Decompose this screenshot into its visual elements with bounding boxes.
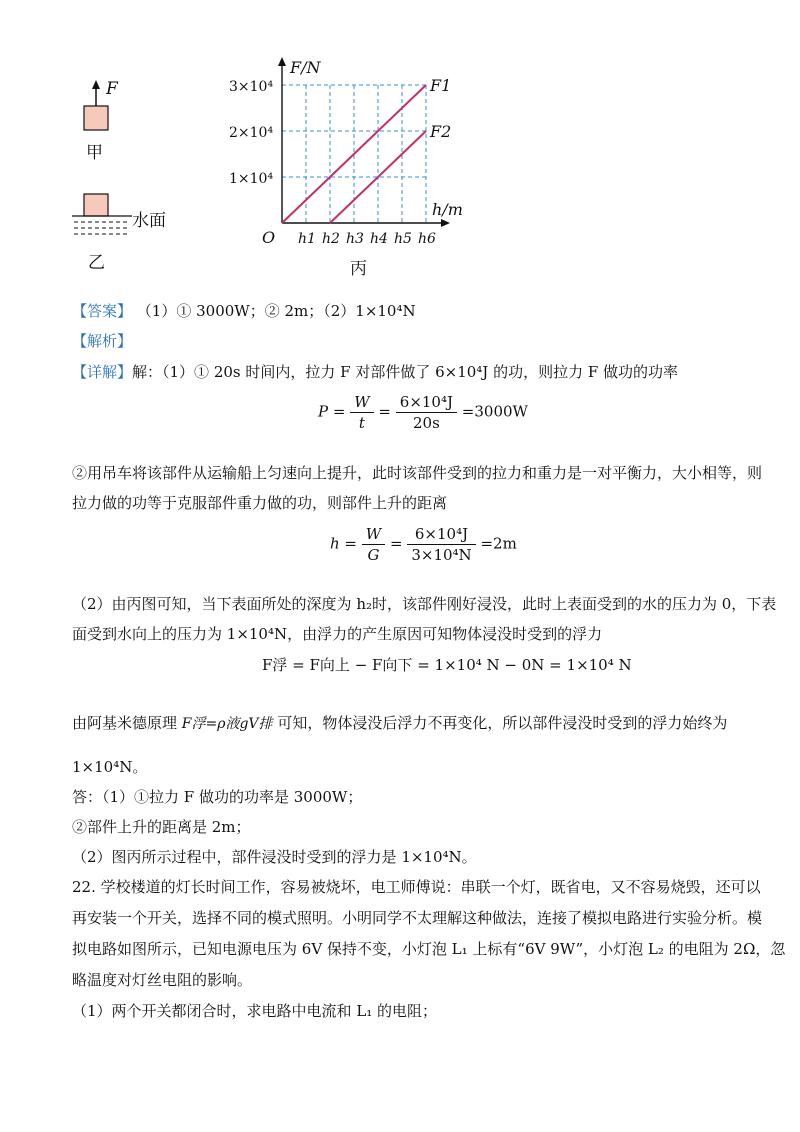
archimedes-formula: F浮=ρ液gV排: [181, 716, 273, 732]
block-jia: [84, 106, 108, 130]
detail-line-4: （2）由丙图可知，当下表面所处的深度为 h₂时，该部件刚好浸没，此时上表面受到的水的压力为 0，下表: [72, 595, 777, 613]
eq2-frac2-den: 3×10⁴N: [411, 546, 472, 564]
detail-line-10: （2）图丙所示过程中，部件浸没时受到的浮力是 1×10⁴N。: [72, 848, 477, 866]
detail-line-6-post: 可知，物体浸没后浮力不再变化，所以部件浸没时受到的浮力始终为: [277, 714, 728, 732]
label-yi: 乙: [88, 253, 105, 273]
y-axis-title: F/N: [290, 58, 321, 77]
eq1-frac1: [350, 392, 373, 433]
detail-line-8: 答：（1）①拉力 F 做功的功率是 3000W；: [72, 788, 363, 806]
eq1-result: =3000W: [461, 402, 528, 421]
eq2-result: =2m: [480, 534, 517, 553]
equation-buoyancy: F浮 = F向上 − F向下 = 1×10⁴ N − 0N = 1×10⁴ N: [262, 656, 632, 674]
detail-line-3: 拉力做的功等于克服部件重力做的功，则部件上升的距离: [72, 494, 448, 512]
force-label-f: F: [106, 79, 118, 99]
label-jia: 甲: [86, 143, 103, 163]
analysis-tag: 【解析】: [72, 332, 133, 350]
q22-line-3: 拟电路如图所示，已知电源电压为 6V 保持不变，小灯泡 L₁ 上标有“6V 9W”，小灯泡 L₂ 的电阻为 2Ω，忽: [72, 940, 786, 958]
detail-tag: 【详解】: [72, 363, 133, 381]
block-yi: [84, 194, 108, 216]
detail-text-1: 解：（1）① 20s 时间内，拉力 F 对部件做了 6×10⁴J 的功，则拉力 F 做功的功率: [132, 363, 679, 381]
eq2-frac2: [407, 524, 475, 565]
x-axis-arrow: [441, 219, 450, 227]
y-tick-1: 1×10⁴: [229, 171, 274, 187]
x-tick-h1: h1: [298, 231, 316, 247]
answer-line: [72, 300, 416, 322]
x-tick-h6: h6: [418, 231, 436, 247]
equation-distance: h = $\frac{W}{G}$ = $\frac{\text{6×10⁴J}}{\text{3×10⁴N}}$ =2m: [330, 525, 517, 564]
detail-line-9: ②部件上升的距离是 2m；: [72, 818, 251, 836]
chart-labels: [229, 58, 463, 247]
detail-line-1: [72, 361, 678, 383]
detail-line-2: ②用吊车将该部件从运输船上匀速向上提升，此时该部件受到的拉力和重力是一对平衡力，大小相等，则: [72, 464, 763, 482]
eq1-lhs: P =: [318, 402, 346, 421]
answer-text: （1）① 3000W；② 2m；（2）1×10⁴N: [136, 302, 416, 320]
label-bing: 丙: [350, 259, 367, 279]
y-axis-arrow: [278, 57, 286, 66]
detail-line-5: 面受到水向上的压力为 1×10⁴N，由浮力的产生原因可知物体浸没时受到的浮力: [72, 625, 603, 643]
label-water-surface: 水面: [132, 211, 166, 231]
y-tick-3: 3×10⁴: [229, 79, 274, 95]
chart-lines: [282, 85, 426, 223]
x-tick-h2: h2: [322, 231, 340, 247]
yi-water-diagram: [70, 190, 140, 240]
eq1-frac2: [396, 392, 457, 433]
q22-line-5: （1）两个开关都闭合时，求电路中电流和 L₁ 的电阻；: [72, 1002, 438, 1020]
series-label-F2: F2: [430, 122, 452, 141]
x-tick-h3: h3: [346, 231, 364, 247]
eq2-frac2-num: 6×10⁴J: [407, 524, 475, 545]
eq1-frac1-num: W: [350, 392, 373, 413]
x-tick-h5: h5: [394, 231, 412, 247]
x-axis-title: h/m: [432, 200, 463, 219]
series-label-F1: F1: [430, 76, 452, 95]
chart-bing: [225, 55, 475, 275]
detail-line-7: 1×10⁴N。: [72, 758, 148, 776]
series-line-F1: [282, 85, 426, 223]
detail-line-6: [72, 712, 727, 735]
analysis-line: [72, 330, 132, 352]
eq1-frac1-den: t: [358, 414, 365, 432]
equation-power: P = $\frac{W}{t}$ = $\frac{\text{6×10⁴J}}{20s}$ =3000W: [318, 393, 528, 432]
eq2-lhs: h =: [330, 534, 357, 553]
eq1-frac2-num: 6×10⁴J: [396, 392, 457, 413]
eq2-frac1-den: G: [367, 546, 380, 564]
detail-line-6-pre: 由阿基米德原理: [72, 714, 178, 732]
eq1-frac2-den: 20s: [413, 414, 440, 432]
eq2-frac1: [362, 524, 385, 565]
eq2-frac1-num: W: [362, 524, 385, 545]
origin-label: O: [262, 228, 276, 247]
q22-line-1: 22. 学校楼道的灯长时间工作，容易被烧坏，电工师傅说：串联一个灯，既省电，又不容易烧毁，还可以: [72, 878, 761, 896]
y-tick-2: 2×10⁴: [229, 125, 274, 141]
answer-tag: 【答案】: [72, 302, 133, 320]
q22-line-2: 再安装一个开关，选择不同的模式照明。小明同学不太理解这种做法，连接了模拟电路进行实验分析。模: [72, 909, 763, 927]
q22-line-4: 略温度对灯丝电阻的影响。: [72, 971, 253, 989]
force-arrow-head: [92, 80, 100, 89]
x-tick-h4: h4: [370, 231, 388, 247]
